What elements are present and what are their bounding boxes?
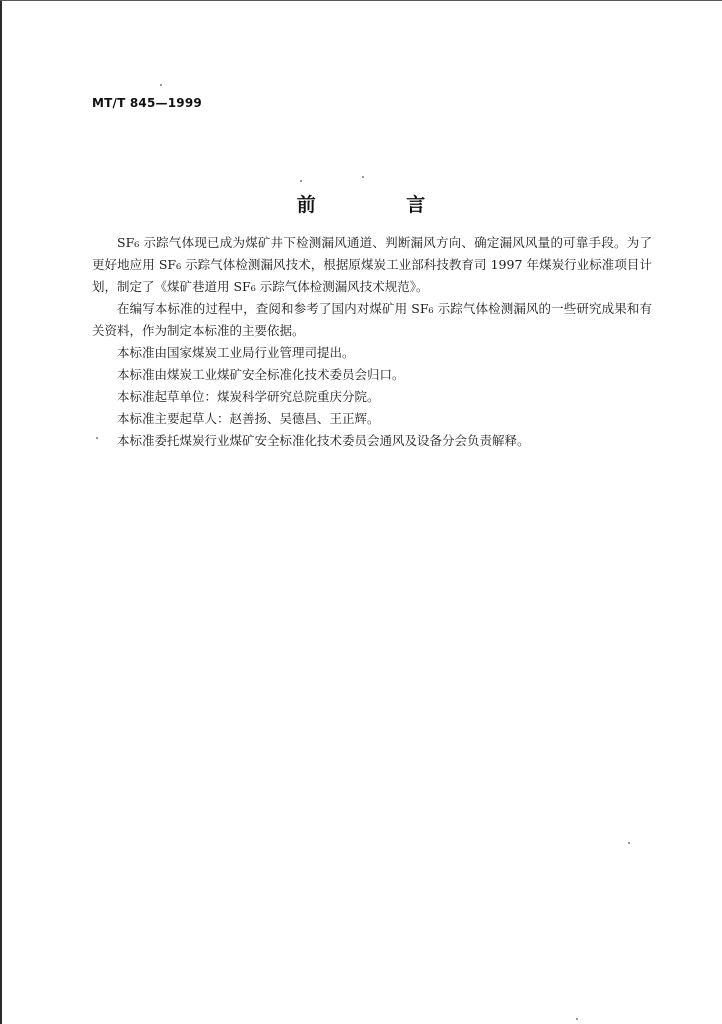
page-title: 前 言 [296,194,468,216]
scan-speck [160,84,162,86]
paragraph-proposer: 本标准由国家煤炭工业局行业管理司提出。 [117,345,355,360]
paragraph-drafters: 本标准主要起草人：赵善扬、吴德昌、王正辉。 [117,411,380,426]
scan-speck [96,437,98,439]
scan-speck [300,180,302,182]
scan-speck [362,176,364,178]
paragraph-purpose: SF₆ 示踪气体现已成为煤矿井下检测漏风通道、判断漏风方向、确定漏风风量的可靠手段。为了更好地应用 SF₆ 示踪气体检测漏风技术，根据原煤炭工业部科技教育司 1997 年煤炭行业标准项目计划，制定了《煤矿巷道用 SF₆ 示踪气体检测漏风技术规范》。 [92,235,652,294]
foreword-body [92,232,652,452]
paragraph-references: 在编写本标准的过程中，查阅和参考了国内对煤矿用 SF₆ 示踪气体检测漏风的一些研究成果和有关资料，作为制定本标准的主要依据。 [92,301,652,338]
paragraph-interpretation: 本标准委托煤炭行业煤矿安全标准化技术委员会通风及设备分会负责解释。 [117,433,530,448]
scan-edge-top [0,0,722,1]
paragraph-drafting-unit: 本标准起草单位：煤炭科学研究总院重庆分院。 [117,389,380,404]
scan-speck [628,842,630,844]
standard-code: MT/T 845—1999 [92,96,202,110]
scan-edge-left [0,0,2,1024]
scan-speck [576,1018,578,1020]
paragraph-centralized: 本标准由煤炭工业煤矿安全标准化技术委员会归口。 [117,367,405,382]
